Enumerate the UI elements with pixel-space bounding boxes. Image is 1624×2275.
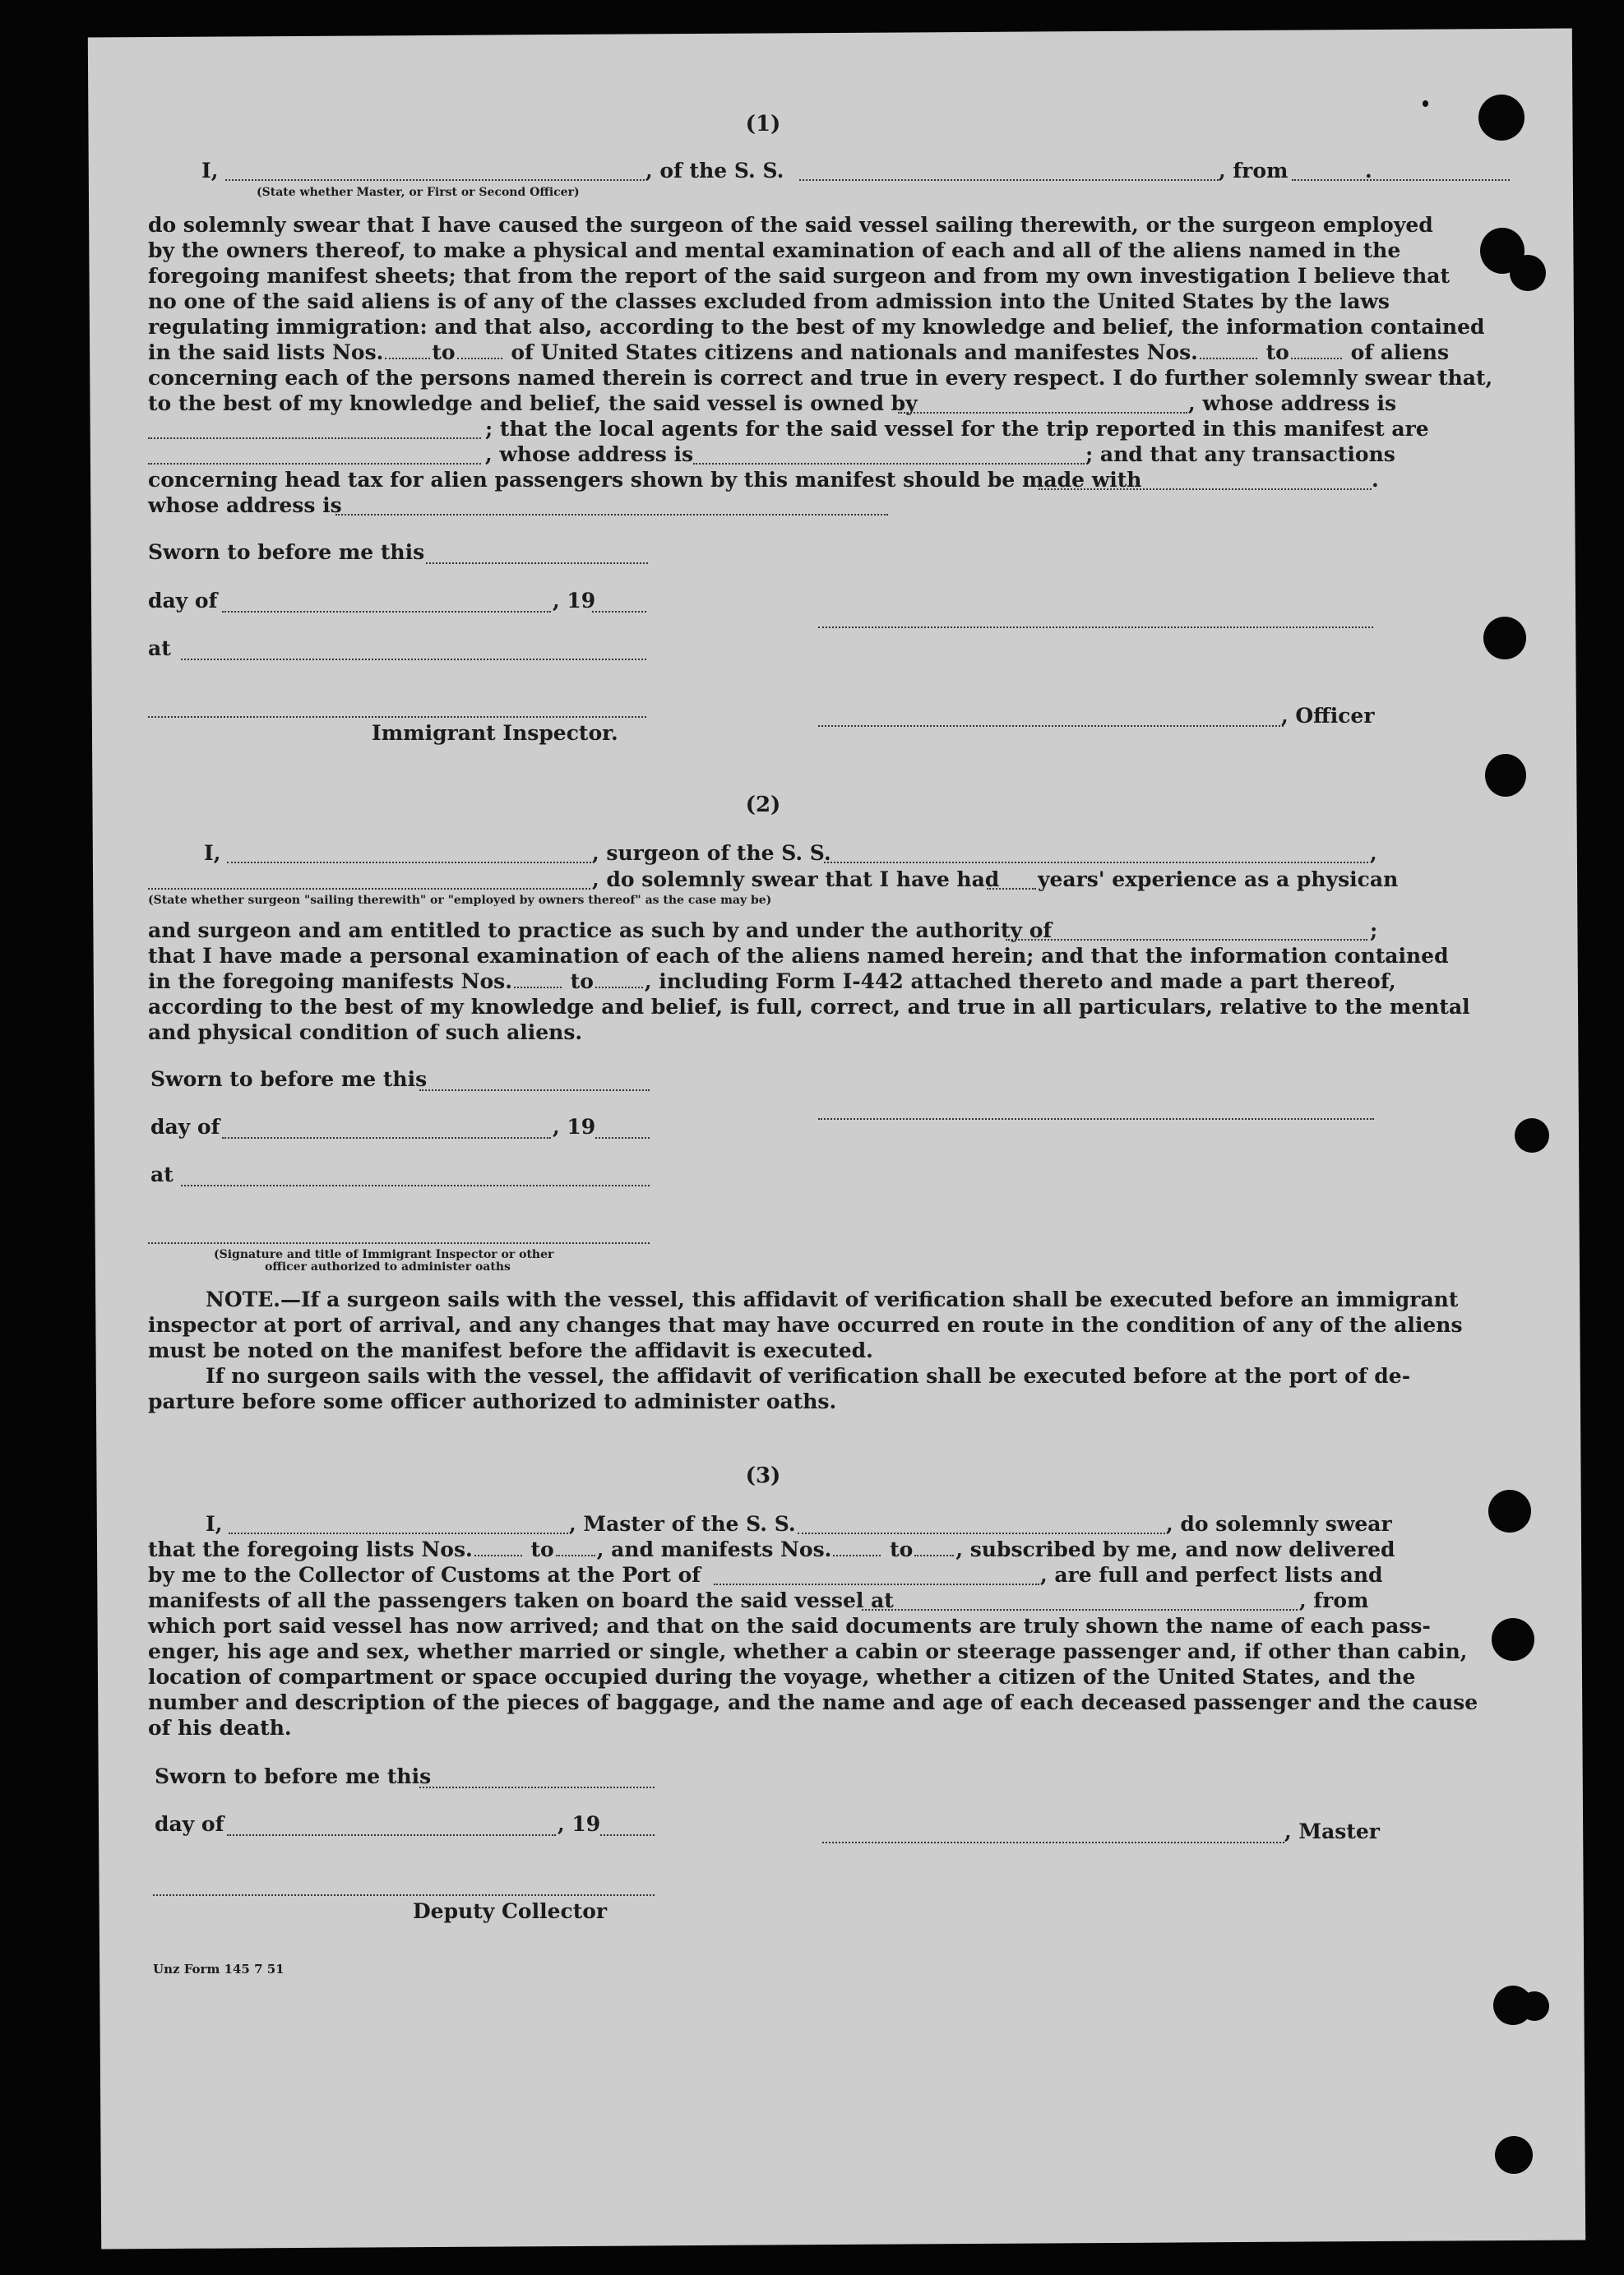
surgeon-signature-field[interactable] [818, 1117, 1374, 1120]
section-1-lists-line [148, 340, 1450, 365]
section-3-body: location of compartment or space occupied during the voyage, whether a citizen of the United States, and the [148, 1665, 1416, 1689]
manifests-from-field[interactable] [833, 1538, 881, 1556]
to-label: to [570, 969, 594, 993]
day-of-field[interactable] [222, 1135, 551, 1139]
from-port-field[interactable] [1292, 178, 1510, 181]
section-3-body: enger, his age and sex, whether married or single, whether a cabin or steerage passenger and, if other than cabin, [148, 1639, 1468, 1663]
section-2-body: and physical condition of such aliens. [148, 1020, 583, 1044]
section-1-headtax-line: concerning head tax for alien passengers shown by this manifest should be made with . [148, 468, 1379, 492]
collector-signature-field[interactable] [153, 1893, 655, 1896]
lists-to-field[interactable] [556, 1538, 595, 1556]
day-of-field[interactable] [227, 1833, 556, 1836]
year-label: , 19 [553, 1115, 596, 1139]
years-label: years' experience as a physican [1038, 867, 1399, 891]
binder-hole [1495, 2136, 1533, 2174]
manifests-to-field[interactable] [914, 1538, 954, 1556]
surgeon-note: (State whether surgeon "sailing therewith" or "employed by owners thereof" as the case may be) [148, 894, 772, 907]
collector-label: by me to the Collector of Customs at the Port of [148, 1563, 701, 1587]
speck [1423, 100, 1428, 107]
section-1-address-line [148, 492, 1378, 518]
manifests-from-field[interactable] [514, 970, 562, 988]
deputy-collector-label: Deputy Collector [413, 1899, 608, 1923]
agents-field[interactable] [148, 461, 481, 465]
headtax-field[interactable] [1039, 487, 1372, 490]
swear-label: , do solemnly swear [1166, 1512, 1392, 1536]
sworn-date-field[interactable] [419, 1088, 650, 1091]
i-label: I, [201, 159, 219, 183]
section-3-body: of his death. [148, 1716, 292, 1740]
headtax-address-label: whose address is [148, 493, 342, 517]
officer-label: , Officer [1281, 704, 1375, 728]
port-field[interactable] [714, 1582, 1039, 1585]
officer-name-field[interactable] [225, 178, 645, 181]
master-label: , Master [1284, 1820, 1380, 1843]
signature-note: (Signature and title of Immigrant Inspector or other [214, 1248, 554, 1261]
sworn-date-field[interactable] [426, 561, 648, 564]
officer-note: (State whether Master, or First or Second Officer) [257, 186, 580, 199]
binder-hole [1488, 1490, 1531, 1533]
board-label: manifests of all the passengers taken on board the said vessel at [148, 1588, 894, 1612]
semicolon: ; [1370, 918, 1378, 942]
to-label: to [890, 1537, 914, 1561]
i-label: I, [204, 841, 221, 865]
departure-port-field[interactable] [862, 1607, 1298, 1611]
master-name-field[interactable] [229, 1531, 568, 1534]
section-2-body: according to the best of my knowledge and belief, is full, correct, and true in all particulars, relative to the mental [148, 995, 1470, 1019]
section-1-number: (1) [745, 112, 781, 136]
years-field[interactable] [987, 886, 1036, 890]
section-2-body: that I have made a personal examination of each of the aliens named herein; and that the information contained [148, 944, 1449, 968]
section-1-body: concerning each of the persons named therein is correct and true in every respect. I do further solemnly swear that, [148, 366, 1493, 390]
headtax-address-field[interactable] [335, 512, 888, 516]
manifests-to-field[interactable] [595, 970, 643, 988]
binder-hole [1520, 1991, 1549, 2021]
transactions-label: ; and that any transactions [1085, 442, 1395, 466]
sworn-label: Sworn to before me this [150, 1067, 428, 1091]
surgeon-name-field[interactable] [227, 860, 591, 863]
master-signature-field[interactable] [822, 1840, 1284, 1843]
sworn-label: Sworn to before me this [148, 540, 425, 564]
vessel-name-field[interactable] [799, 178, 1219, 181]
section-3-number: (3) [745, 1463, 781, 1488]
section-2-number: (2) [745, 793, 781, 817]
authority-field[interactable] [1006, 937, 1367, 941]
full-label: , are full and perfect lists and [1040, 1563, 1383, 1587]
master-of-label: , Master of the S. S. [569, 1512, 796, 1536]
sworn-date-field[interactable] [419, 1785, 655, 1788]
surgeon-of-label: , surgeon of the S. S. [592, 841, 831, 865]
section-1-body: do solemnly swear that I have caused the surgeon of the said vessel sailing therewith, or the surgeon employed [148, 213, 1433, 237]
agents-label: ; that the local agents for the said vessel for the trip reported in this manifest are [485, 417, 1429, 441]
swear-label: , do solemnly swear that I have had [592, 867, 1000, 891]
citizens-label: of United States citizens and nationals and manifestes Nos. [511, 340, 1198, 364]
signature-note: officer authorized to administer oaths [265, 1260, 511, 1274]
binder-hole [1478, 95, 1525, 141]
owned-label: to the best of my knowledge and belief, the said vessel is owned by [148, 391, 918, 415]
section-3-board-line [148, 1588, 1378, 1613]
of-ss-label: , of the S. S. [645, 159, 784, 183]
binder-hole [1510, 255, 1546, 291]
officer-signature-top[interactable] [818, 625, 1373, 628]
note-text: If no surgeon sails with the vessel, the affidavit of verification shall be executed before at the port of de- [206, 1364, 1411, 1388]
owner-field[interactable] [898, 410, 1187, 414]
authority-label: and surgeon and am entitled to practice as such by and under the authority of [148, 918, 1053, 942]
at-field[interactable] [181, 657, 646, 660]
note-text: inspector at port of arrival, and any changes that may have occurred en route in the condition of any of the aliens [148, 1313, 1463, 1337]
section-3-body: which port said vessel has now arrived; and that on the said documents are truly shown the name of each pass- [148, 1614, 1431, 1638]
section-1-body: foregoing manifest sheets; that from the report of the said surgeon and from my own investigation I believe that [148, 264, 1450, 288]
manifests-from-field[interactable] [1200, 341, 1257, 359]
section-2-manifests-line [148, 969, 1396, 994]
inspector-signature-field[interactable] [148, 1241, 650, 1244]
comma: , [1370, 841, 1377, 865]
section-1-body: no one of the said aliens is of any of the classes excluded from admission into the United States by the laws [148, 289, 1390, 313]
manifests-label: , and manifests Nos. [596, 1537, 832, 1561]
agent-address-field[interactable] [693, 461, 1085, 465]
surgeon-status-field[interactable] [148, 886, 590, 890]
form-label: , including Form I-442 attached thereto and made a part thereof, [644, 969, 1396, 993]
at-label: at [150, 1163, 174, 1186]
lists-label: in the said lists Nos. [148, 340, 384, 364]
manifests-to-field[interactable] [1291, 341, 1342, 359]
section-3-body: number and description of the pieces of baggage, and the name and age of each deceased passenger and the cause [148, 1690, 1478, 1714]
day-of-field[interactable] [222, 609, 551, 613]
manifests-label: in the foregoing manifests Nos. [148, 969, 512, 993]
note-text: NOTE.—If a surgeon sails with the vessel, this affidavit of verification shall be executed before an immigrant [206, 1288, 1459, 1311]
vessel-name-field[interactable] [798, 1531, 1165, 1534]
note-text: must be noted on the manifest before the affidavit is executed. [148, 1339, 873, 1362]
section-1-body: by the owners thereof, to make a physical and mental examination of each and all of the aliens named in the [148, 238, 1401, 262]
day-of-label: day of [155, 1812, 224, 1836]
at-field[interactable] [181, 1183, 650, 1186]
binder-hole [1485, 754, 1526, 797]
section-1-owner-line [148, 391, 1397, 416]
binder-hole [1483, 617, 1526, 659]
to-label: to [1265, 340, 1289, 364]
from-label: , from [1299, 1588, 1369, 1612]
section-3-lists-line [148, 1537, 1395, 1562]
officer-signature-field[interactable] [818, 724, 1284, 727]
binder-hole [1515, 1118, 1549, 1153]
lists-from-field[interactable] [474, 1538, 522, 1556]
agent-address-label: , whose address is [485, 442, 694, 466]
form-id: Unz Form 145 7 51 [153, 1962, 285, 1977]
year-field[interactable] [595, 1135, 650, 1139]
year-field[interactable] [592, 609, 646, 613]
day-of-label: day of [148, 589, 218, 613]
year-label: , 19 [553, 589, 596, 613]
note-text: parture before some officer authorized to administer oaths. [148, 1390, 837, 1413]
headtax-label: concerning head tax for alien passengers shown by this manifest should be made with [148, 468, 1142, 492]
lists-to-field[interactable] [457, 341, 502, 359]
sworn-label: Sworn to before me this [155, 1764, 432, 1788]
lists-from-field[interactable] [385, 341, 430, 359]
i-label: I, [206, 1512, 223, 1536]
section-3-collector-line [148, 1562, 1383, 1588]
owner-address-label: , whose address is [1188, 391, 1397, 415]
binder-hole [1492, 1618, 1534, 1661]
subscribed-label: , subscribed by me, and now delivered [955, 1537, 1395, 1561]
section-2-authority-line [148, 918, 1378, 943]
day-of-label: day of [150, 1115, 220, 1139]
owner-address-field[interactable] [148, 436, 481, 439]
year-field[interactable] [600, 1833, 655, 1836]
year-label: , 19 [558, 1812, 601, 1836]
to-label: to [530, 1537, 554, 1561]
vessel-name-field[interactable] [824, 860, 1368, 863]
at-label: at [148, 636, 171, 660]
inspector-label: Immigrant Inspector. [372, 721, 618, 745]
inspector-signature-field[interactable] [148, 714, 646, 718]
lists-label: that the foregoing lists Nos. [148, 1537, 473, 1561]
to-label: to [432, 340, 456, 364]
section-1-body: regulating immigration: and that also, according to the best of my knowledge and belief, the information contained [148, 315, 1485, 339]
from-label: , from [1219, 159, 1289, 183]
aliens-label: of aliens [1350, 340, 1450, 364]
